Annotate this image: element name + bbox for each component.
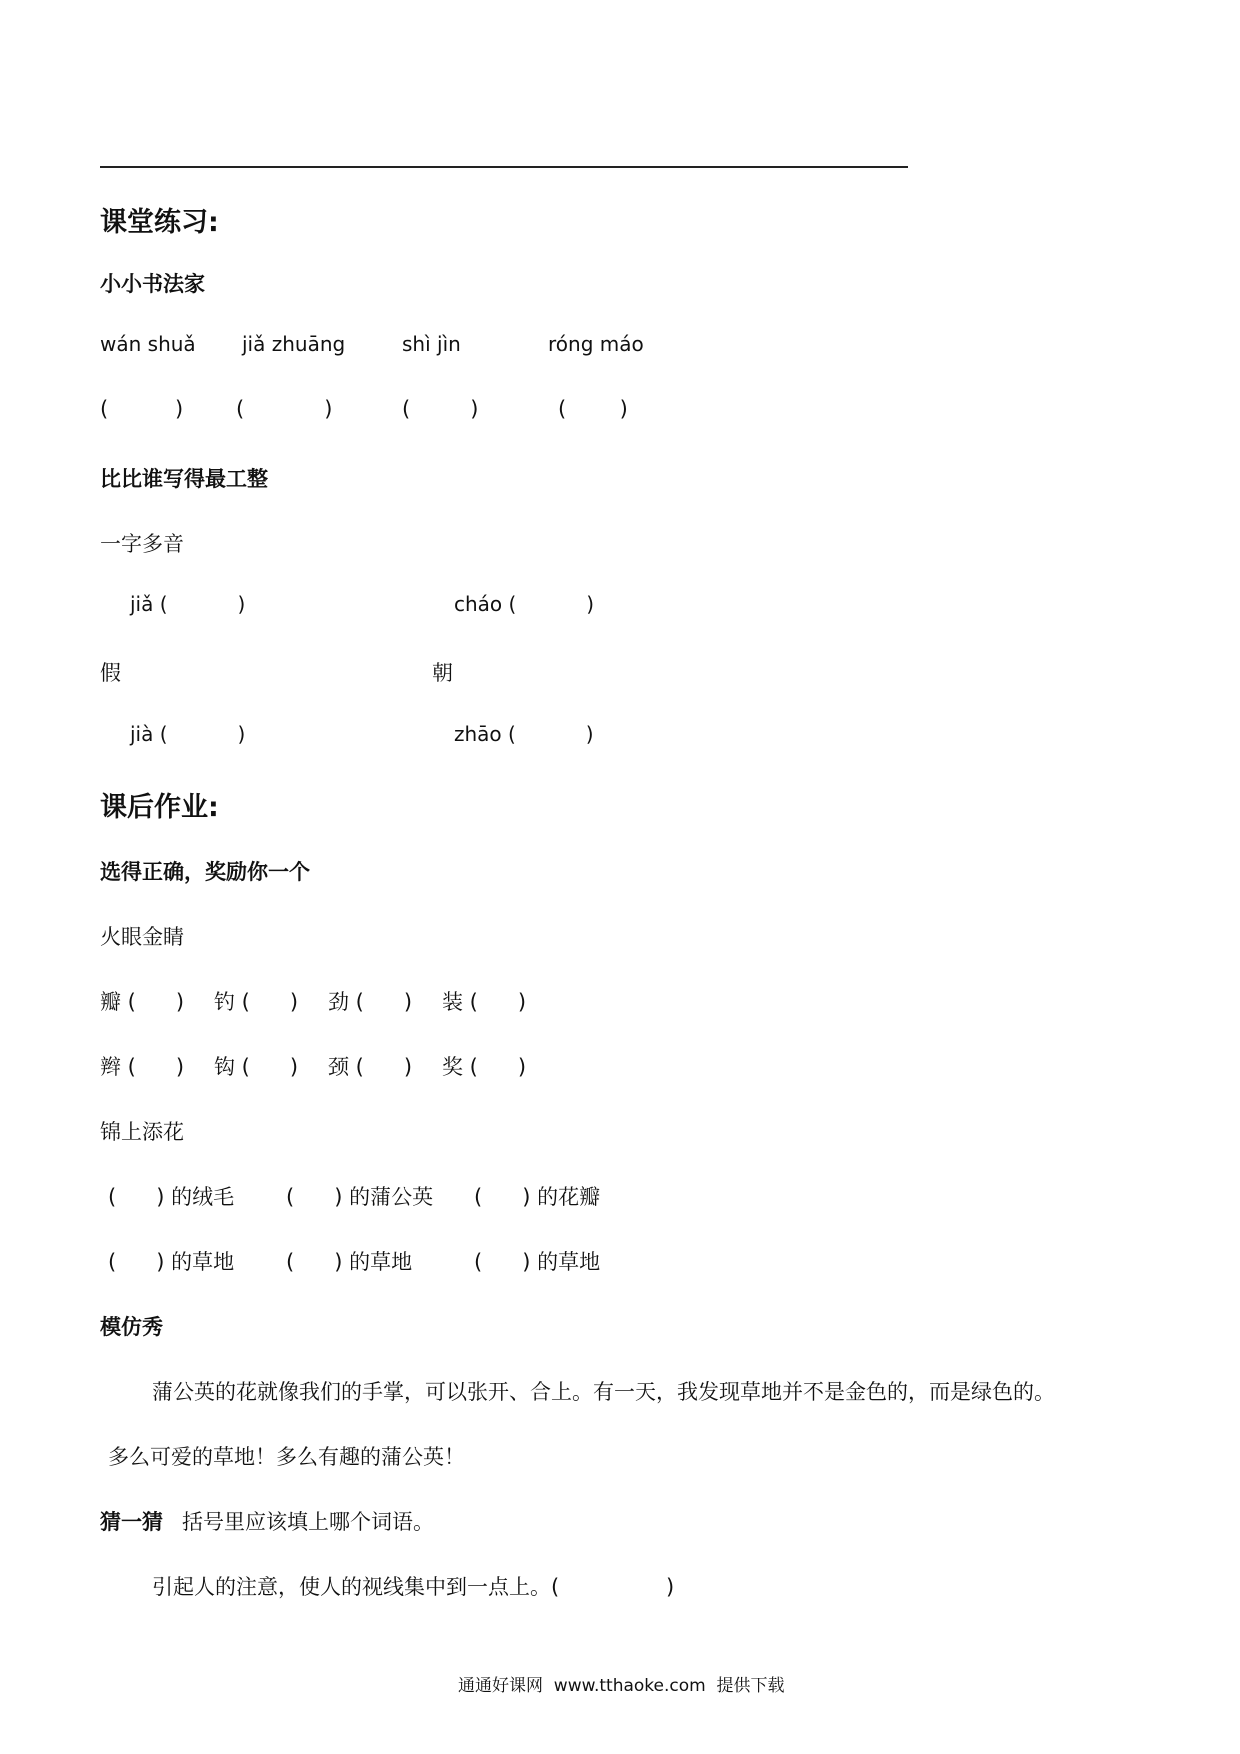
chao-pinyin-2: zhāo ( ) [454,722,594,746]
jia-character: 假 [100,661,121,685]
guess-instruction: 括号里应该填上哪个词语。 [182,1510,434,1534]
top-rule [100,166,908,168]
jia-pinyin-1: jiǎ ( ) [130,592,246,616]
imitate-heading: 模仿秀 [100,1315,163,1339]
char-blank: 瓣 ( ) [100,990,185,1014]
polyphone-heading: 一字多音 [100,532,184,556]
char-blank: 钩 ( ) [214,1055,299,1079]
jia-pinyin-2: jià ( ) [130,722,246,746]
char-blank: 钓 ( ) [214,990,299,1014]
phrase-blank: ( ) 的草地 [108,1250,235,1274]
guess-question: 引起人的注意，使人的视线集中到一点上。( ) [152,1575,675,1599]
char-blank: 奖 ( ) [442,1055,527,1079]
neatness-subheading: 比比谁写得最工整 [100,467,268,491]
decorate-heading: 锦上添花 [100,1120,184,1144]
imitate-passage-line-2: 多么可爱的草地！多么有趣的蒲公英！ [108,1445,465,1469]
phrase-blank: ( ) 的蒲公英 [286,1185,434,1209]
section-title-classroom-practice: 课堂练习: [100,207,219,238]
chao-character: 朝 [432,661,453,685]
phrase-blank: ( ) 的绒毛 [108,1185,235,1209]
answer-blank: ( ) [558,397,628,421]
char-blank: 辫 ( ) [100,1055,185,1079]
section-title-homework: 课后作业: [100,792,219,823]
sharp-eyes-subheading: 火眼金睛 [100,925,184,949]
chao-pinyin-1: cháo ( ) [454,592,595,616]
phrase-blank: ( ) 的草地 [286,1250,413,1274]
char-blank: 装 ( ) [442,990,527,1014]
answer-blank: ( ) [100,397,184,421]
char-blank: 劲 ( ) [328,990,413,1014]
imitate-passage-line-1: 蒲公英的花就像我们的手掌，可以张开、合上。有一天，我发现草地并不是金色的，而是绿色的。 [152,1380,1055,1404]
pinyin-item: shì jìn [402,332,461,356]
phrase-blank: ( ) 的花瓣 [474,1185,601,1209]
answer-blank: ( ) [236,397,333,421]
pinyin-item: jiǎ zhuāng [242,332,346,356]
phrase-blank: ( ) 的草地 [474,1250,601,1274]
calligraphy-heading: 小小书法家 [100,272,205,296]
footer-credit: 通通好课网 www.tthaoke.com 提供下载 [458,1676,785,1696]
guess-heading: 猜一猜 [100,1510,163,1534]
answer-blank: ( ) [402,397,479,421]
pinyin-item: róng máo [548,332,644,356]
char-blank: 颈 ( ) [328,1055,413,1079]
choose-heading: 选得正确，奖励你一个 [100,860,310,884]
pinyin-item: wán shuǎ [100,332,196,356]
